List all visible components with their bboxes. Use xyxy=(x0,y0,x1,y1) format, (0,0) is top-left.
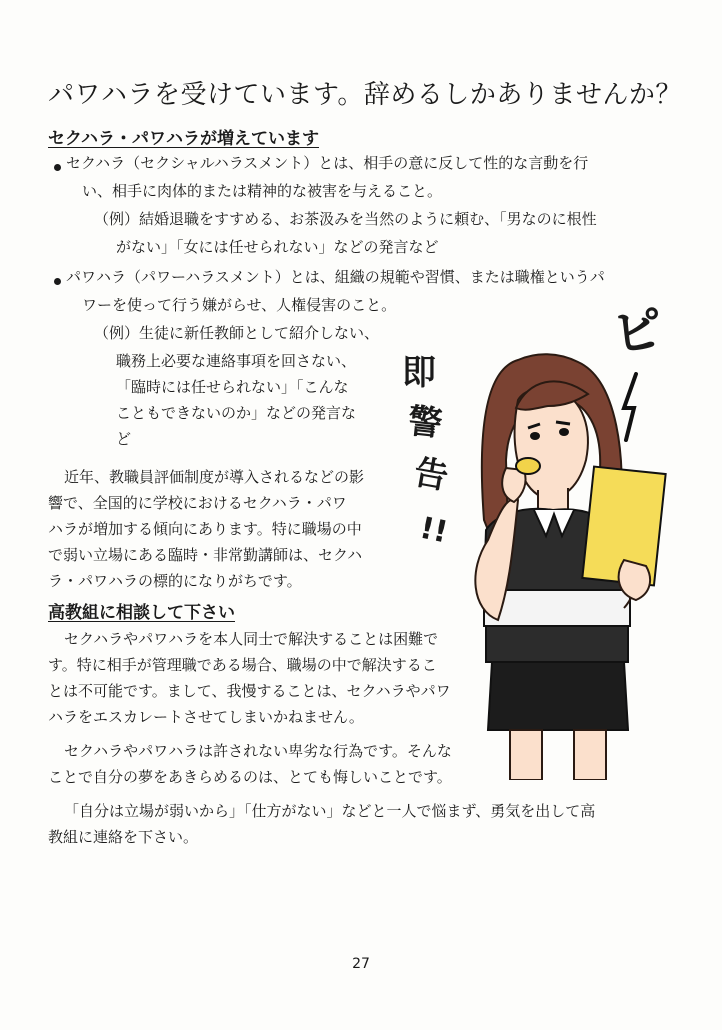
powahara-example-line-5: ど xyxy=(116,430,132,448)
powahara-example-line-3: 「臨時には任せられない」「こんな xyxy=(116,378,349,396)
sfx-exclaim-text: !! xyxy=(416,510,451,551)
consult-para1-line-3: とは不可能です。まして、我慢することは、セクハラやパワ xyxy=(48,682,451,700)
powahara-example-line-4: こともできないのか」などの発言な xyxy=(116,404,357,422)
consult-para2-line-1: セクハラやパワハラは許されない卑劣な行為です。そんな xyxy=(64,742,452,760)
consult-para1-line-2: す。特に相手が管理職である場合、職場の中で解決するこ xyxy=(48,656,437,674)
page-number: 27 xyxy=(352,956,370,972)
bullet-dot xyxy=(54,164,61,171)
powahara-example-line-1: （例）生徒に新任教師として紹介しない、 xyxy=(94,324,380,342)
consult-para2-line-2: ことで自分の夢をあきらめるのは、とても悔しいことです。 xyxy=(48,768,452,786)
recent-para-line-5: ラ・パワハラの標的になりがちです。 xyxy=(48,572,302,590)
sexhara-example-line-2: がない」「女には任せられない」などの発言など xyxy=(116,238,439,256)
consult-para1-line-4: ハラをエスカレートさせてしまいかねません。 xyxy=(48,708,364,726)
page-title: パワハラを受けています。辞めるしかありませんか？ xyxy=(48,80,682,110)
consult-para3-line-1: 「自分は立場が弱いから」「仕方がない」などと一人で悩まず、勇気を出して高 xyxy=(64,802,596,820)
sexhara-line-1: セクハラ（セクシャルハラスメント）とは、相手の意に反して性的な言動を行 xyxy=(66,154,589,172)
sfx-pi-text: ピ xyxy=(608,299,667,365)
recent-para-line-2: 響で、全国的に学校におけるセクハラ・パワ xyxy=(48,494,347,512)
recent-para-line-1: 近年、教職員評価制度が導入されるなどの影 xyxy=(64,468,365,486)
section-heading-harassment-increase: セクハラ・パワハラが増えています xyxy=(48,129,319,149)
sfx-koku-text: 告 xyxy=(410,452,452,498)
recent-para-line-4: で弱い立場にある臨時・非常勤講師は、セクハ xyxy=(48,546,363,564)
section-heading-consult-union: 高教組に相談して下さい xyxy=(48,603,235,623)
powahara-example-line-2: 職務上必要な連絡事項を回さない、 xyxy=(116,352,357,370)
sfx-soku-text: 即 xyxy=(402,353,436,393)
consult-para3-line-2: 教組に連絡を下さい。 xyxy=(48,828,199,846)
powahara-line-1: パワハラ（パワーハラスメント）とは、組織の規範や習慣、または職権というパ xyxy=(66,268,605,286)
teacher-illustration xyxy=(388,290,688,780)
powahara-line-2: ワーを使って行う嫌がらせ、人権侵害のこと。 xyxy=(82,296,397,314)
bullet-dot xyxy=(54,278,61,285)
consult-para1-line-1: セクハラやパワハラを本人同士で解決することは困難で xyxy=(64,630,439,648)
sexhara-line-2: い、相手に肉体的または精神的な被害を与えること。 xyxy=(82,182,443,200)
recent-para-line-3: ハラが増加する傾向にあります。特に職場の中 xyxy=(48,520,362,538)
sexhara-example-line-1: （例）結婚退職をすすめる、お茶汲みを当然のように頼む、「男なのに根性 xyxy=(94,210,597,228)
sfx-kei-text: 警 xyxy=(406,401,444,445)
